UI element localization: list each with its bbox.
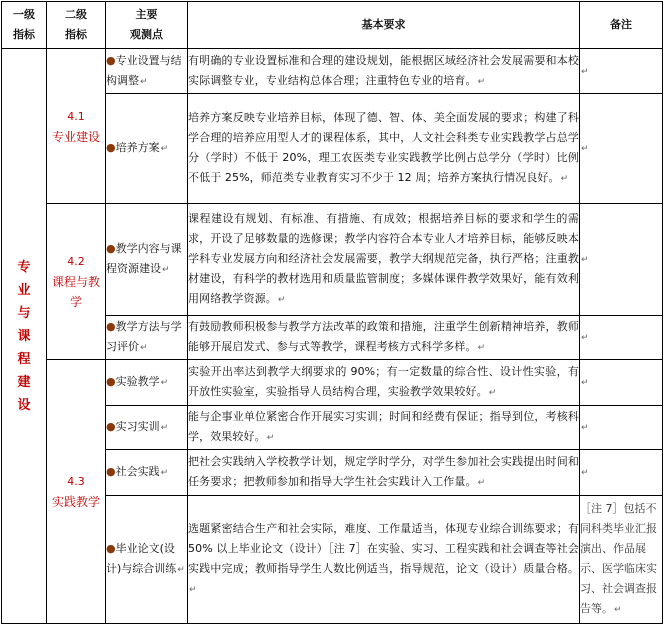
table-row	[2, 49, 663, 94]
level2-cell	[47, 49, 106, 204]
note-cell: ↵	[580, 450, 663, 496]
observation-cell: ●社会实践↵	[106, 450, 188, 496]
bullet-icon: ●	[106, 242, 116, 255]
level2-code: 4.3	[67, 475, 85, 488]
requirement-cell: 有明确的专业设置标准和合理的建设规划，能根据区域经济社会发展需要和本校实际调整专业，专业结构总体合理；注重特色专业的培育。↵	[188, 49, 580, 94]
level2-code: 4.1	[67, 109, 85, 123]
note-cell: ↵	[580, 316, 663, 360]
observation-cell: ●培养方案↵	[106, 94, 188, 204]
requirement-text: 培养方案反映专业培养目标，体现了德、智、体、美全面发展的要求；构建了科学合理的培养应用型人才的课程体系，其中，人文社会科类专业实践教学占总学分（学时）不低于 20%，理工农医类专业实践教学比例占总学分（学时）比例不低于 25%，师范类专业教育实习不少于 12 周；培养方案执行情况良好。	[188, 111, 579, 184]
header-note: 备注	[580, 2, 663, 49]
requirement-text: 有鼓励教师积极参与教学方法改革的政策和措施，注重学生创新精神培养，教师能够开展启发式、参与式等教学，课程考核方式科学多样。	[188, 320, 579, 353]
note-cell: ↵	[580, 406, 663, 450]
observation-cell: ●实习实训↵	[106, 406, 188, 450]
observation-label: 实习实训	[115, 420, 160, 433]
table-row	[2, 360, 663, 406]
requirement-text: 选题紧密结合生产和社会实际，难度、工作量适当，体现专业综合训练要求；有 50% 以上毕业论文（设计）［注 7］在实验、实习、工程实践和社会调查等社会实践中完成；教师指导学生人数比例适当，指导规范，论文（设计）质量合格。	[188, 522, 579, 575]
level1-label	[2, 256, 46, 417]
observation-cell: ●实验教学↵	[106, 360, 188, 406]
requirement-cell: 课程建设有规划、有标准、有措施、有成效；根据培养目标的要求和学生的需求，开设了足够数量的选修课；教学内容符合本专业人才培养目标，能够反映本学科专业发展方向和经济社会发展需要，教学大纲规范完备，执行严格；注重教材建设，有科学的教材选用和质量监管制度；多媒体课件教学效果好，能有效利用网络教学资源。↵	[188, 204, 580, 316]
bullet-icon: ●	[106, 141, 116, 154]
header-observation: 主要 观测点	[106, 2, 188, 49]
observation-cell: ●教学内容与课程资源建设↵	[106, 204, 188, 316]
observation-label: 社会实践	[115, 465, 160, 478]
level1-text: 专业与课程建设	[17, 259, 31, 413]
observation-cell: ●教学方法与学习评价↵	[106, 316, 188, 360]
requirement-cell: 选题紧密结合生产和社会实际，难度、工作量适当，体现专业综合训练要求；有 50% 以上毕业论文（设计）［注 7］在实验、实习、工程实践和社会调查等社会实践中完成；教师指导学生人数比例适当，指导规范，论文（设计）质量合格。↵	[188, 496, 580, 624]
observation-label: 实验教学	[115, 375, 160, 388]
bullet-icon: ●	[106, 420, 116, 433]
note-text: ［注 7］包括不同科类毕业汇报演出、作品展示、医学临床实习、社会调查报告等。	[580, 502, 657, 615]
level2-name: 实践教学	[51, 495, 100, 509]
note-cell: ↵	[580, 94, 663, 204]
header-row	[2, 2, 663, 49]
observation-label: 毕业论文(设计)与综合训练	[106, 542, 177, 575]
requirement-text: 有明确的专业设置标准和合理的建设规划，能根据区域经济社会发展需要和本校实际调整专业，专业结构总体合理；注重特色专业的培育。	[188, 53, 579, 87]
observation-label: 教学内容与课程资源建设	[106, 242, 182, 275]
level1-cell	[2, 49, 47, 624]
requirement-text: 实验开出率达到教学大纲要求的 90%；有一定数量的综合性、设计性实验，有开放性实验室，实验指导人员结构合理，实验教学效果较好。	[188, 365, 579, 398]
header-level1: 一级 指标	[2, 2, 47, 49]
header-level2: 二级 指标	[47, 2, 106, 49]
bullet-icon: ●	[106, 465, 116, 478]
bullet-icon: ●	[106, 53, 116, 67]
level2-name: 专业建设	[51, 129, 100, 144]
bullet-icon: ●	[106, 375, 116, 388]
requirement-cell: 有鼓励教师积极参与教学方法改革的政策和措施，注重学生创新精神培养，教师能够开展启发式、参与式等教学，课程考核方式科学多样。↵	[188, 316, 580, 360]
requirement-cell: 能与企事业单位紧密合作开展实习实训；时间和经费有保证；指导到位，考核科学，效果较好。↵	[188, 406, 580, 450]
level2-code: 4.2	[67, 255, 85, 268]
note-cell: ↵	[580, 204, 663, 316]
evaluation-table	[1, 1, 663, 624]
observation-cell: ●专业设置与结构调整↵	[106, 49, 188, 94]
level2-cell	[47, 204, 106, 360]
observation-label: 培养方案	[115, 141, 160, 154]
requirement-text: 能与企事业单位紧密合作开展实习实训；时间和经费有保证；指导到位，考核科学，效果较好。	[188, 410, 579, 443]
level2-name: 课程与教学	[51, 275, 100, 309]
observation-label: 专业设置与结构调整	[106, 53, 182, 87]
requirement-cell: 把社会实践纳入学校教学计划，规定学时学分，对学生参加社会实践提出时间和任务要求；把教师参加和指导大学生社会实践计入工作量。↵	[188, 450, 580, 496]
table-row	[2, 204, 663, 316]
requirement-text: 把社会实践纳入学校教学计划，规定学时学分，对学生参加社会实践提出时间和任务要求；把教师参加和指导大学生社会实践计入工作量。	[188, 455, 579, 488]
requirement-cell: 实验开出率达到教学大纲要求的 90%；有一定数量的综合性、设计性实验，有开放性实验室，实验指导人员结构合理，实验教学效果较好。↵	[188, 360, 580, 406]
requirement-cell: 培养方案反映专业培养目标，体现了德、智、体、美全面发展的要求；构建了科学合理的培养应用型人才的课程体系，其中，人文社会科类专业实践教学占总学分（学时）不低于 20%，理工农医类专业实践教学比例占总学分（学时）比例不低于 25%，师范类专业教育实习不少于 12 周；培养方案执行情况良好。↵	[188, 94, 580, 204]
note-cell: ↵	[580, 360, 663, 406]
note-cell: ↵	[580, 49, 663, 94]
level2-cell	[47, 360, 106, 624]
observation-cell: ●毕业论文(设计)与综合训练↵	[106, 496, 188, 624]
bullet-icon: ●	[106, 320, 116, 333]
observation-label: 教学方法与学习评价	[106, 320, 182, 353]
bullet-icon: ●	[106, 542, 116, 555]
header-requirement: 基本要求	[188, 2, 580, 49]
note-cell: ［注 7］包括不同科类毕业汇报演出、作品展示、医学临床实习、社会调查报告等。↵	[580, 496, 663, 624]
requirement-text: 课程建设有规划、有标准、有措施、有成效；根据培养目标的要求和学生的需求，开设了足够数量的选修课；教学内容符合本专业人才培养目标，能够反映本学科专业发展方向和经济社会发展需要，教学大纲规范完备，执行严格；注重教材建设，有科学的教材选用和质量监管制度；多媒体课件教学效果好，能有效利用网络教学资源。	[188, 212, 579, 305]
